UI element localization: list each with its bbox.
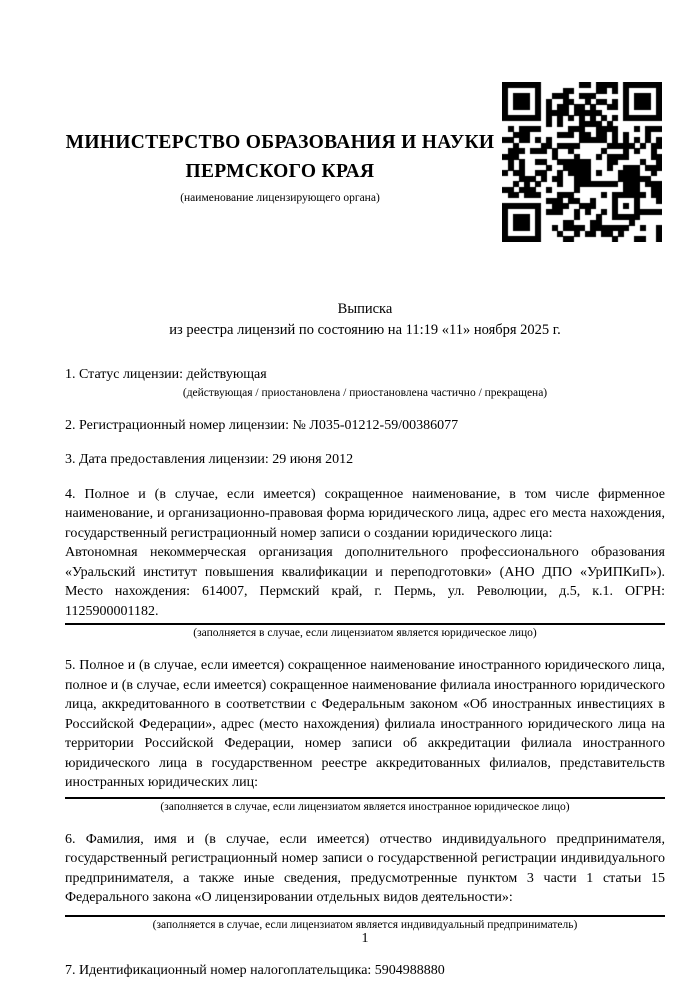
item-legal-entity [65,485,665,642]
taxpayer-number-text: 7. Идентификационный номер налогоплательщика: 5904988880 [65,962,445,978]
document-title [65,299,665,341]
foreign-entity-label: 5. Полное и (в случае, если имеется) сокращенное наименование иностранного юридического лица, полное и (в случае, если имеется) сокращенное наименование филиала иностранного юридического лица, аккредитованного в соответствии с Федеральным законом «Об иностранных инвестициях в Российской Федерации», адрес (место нахождения) филиала иностранного юридического лица на территории Российской Федерации, номер записи об аккредитации филиала иностранного юридического лица в государственном реестре аккредитованных филиалов, представительств иностранных юридических лиц: [65,658,665,790]
registration-number-text: 2. Регистрационный номер лицензии: № Л035-01212-59/00386077 [65,417,459,433]
item-license-status [65,365,665,401]
item-foreign-entity [65,656,665,815]
individual-entrepreneur-caption: (заполняется в случае, если лицензиатом является индивидуальный предприниматель) [152,918,578,931]
individual-entrepreneur-fill-line [65,915,665,917]
item-taxpayer-number [65,961,665,981]
legal-entity-value: Автономная некоммерческая организация дополнительного профессионального образования «Уральский институт повышения квалификации и переподготовки» (АНО ДПО «УрИПКиП»). Место нахождения: 614007, Пермский край, г. Пермь, ул. Революции, д.5, к.1. ОГРН: 1125900001182. [65,545,665,619]
qr-code [502,82,662,242]
legal-entity-fill-line [65,623,665,625]
item-grant-date [65,450,665,470]
item-individual-entrepreneur [65,830,665,933]
document-title-line1: Выписка [337,301,393,317]
individual-entrepreneur-label: 6. Фамилия, имя и (в случае, если имеется) отчество индивидуального предпринимателя, государственный регистрационный номер записи о государственной регистрации индивидуального предпринимателя, а также иные сведения, предусмотренные пунктом 3 части 1 статьи 15 Федерального закона «О лицензировании отдельных видов деятельности»: [65,831,665,905]
item-registration-number [65,416,665,436]
extract-items [65,365,665,980]
authority-name-line1: МИНИСТЕРСТВО ОБРАЗОВАНИЯ И НАУКИ [65,132,495,153]
license-status-caption: (действующая / приостановлена / приостановлена частично / прекращена) [182,386,548,399]
legal-entity-label: 4. Полное и (в случае, если имеется) сокращенное наименование, в том числе фирменное наименование, и организационно-правовая форма юридического лица, адрес его места нахождения, государственный регистрационный номер записи о создании юридического лица: [65,486,665,541]
foreign-entity-caption: (заполняется в случае, если лицензиатом является иностранное юридическое лицо) [160,800,570,813]
foreign-entity-fill-line [65,797,665,799]
authority-caption: (наименование лицензирующего органа) [180,192,380,204]
document-title-line2: из реестра лицензий по состоянию на 11:19 «11» ноября 2025 г. [169,322,561,338]
license-status-text: 1. Статус лицензии: действующая [65,367,267,382]
authority-name-line2: ПЕРМСКОГО КРАЯ [185,161,375,182]
qr-code-image [502,82,662,242]
licensing-authority-header [65,0,495,205]
grant-date-text: 3. Дата предоставления лицензии: 29 июня 2012 [65,452,354,467]
page-number: 1 [361,931,369,946]
legal-entity-caption: (заполняется в случае, если лицензиатом является юридическое лицо) [193,627,537,639]
